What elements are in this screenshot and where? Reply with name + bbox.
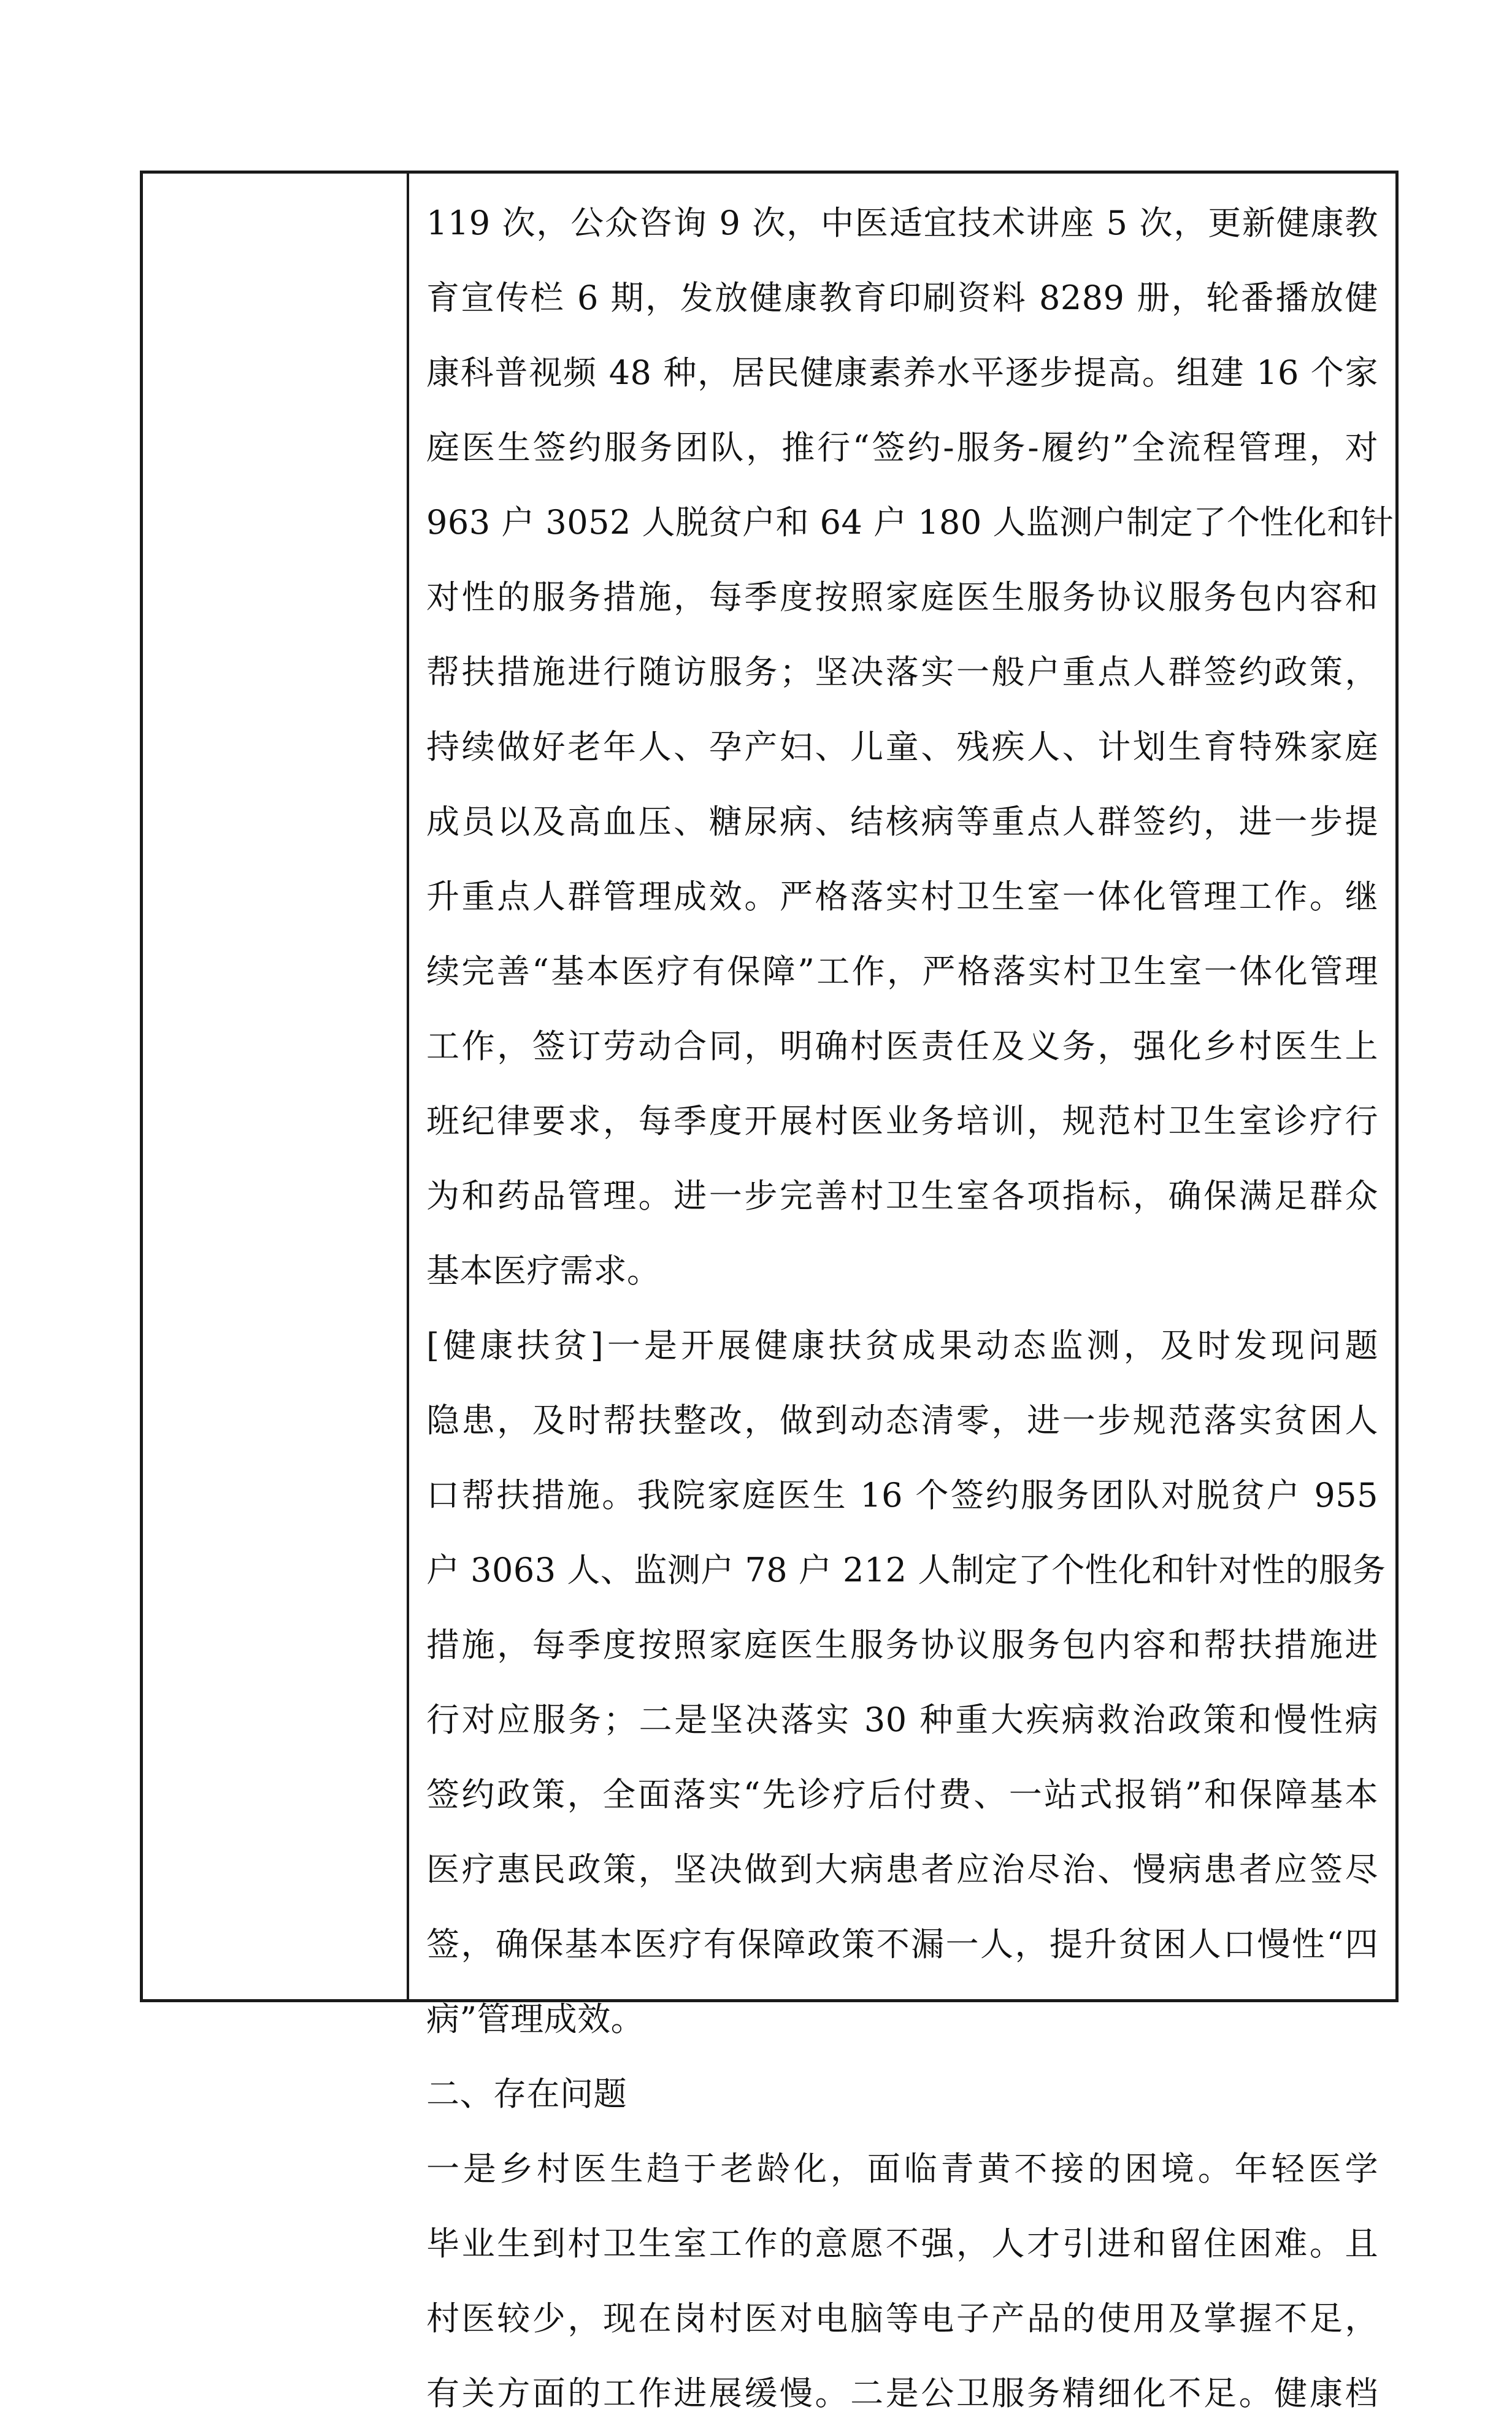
text-line: 育宣传栏 6 期，发放健康教育印刷资料 8289 册，轮番播放健 <box>426 278 1378 317</box>
text-line: 康科普视频 48 种，居民健康素养水平逐步提高。组建 16 个家 <box>426 353 1378 392</box>
table-left-column <box>143 174 409 1999</box>
text-line: 庭医生签约服务团队，推行“签约-服务-履约”全流程管理，对 <box>426 428 1378 467</box>
text-line: 村医较少，现在岗村医对电脑等电子产品的使用及掌握不足， <box>426 2299 1378 2338</box>
text-line: 有关方面的工作进展缓慢。二是公卫服务精细化不足。健康档 <box>426 2374 1378 2413</box>
table-content-cell <box>409 174 1395 2413</box>
text-line: 一是乡村医生趋于老龄化，面临青黄不接的困境。年轻医学 <box>426 2149 1378 2188</box>
text-line: 口帮扶措施。我院家庭医生 16 个签约服务团队对脱贫户 955 <box>426 1476 1378 1515</box>
text-line: 对性的服务措施，每季度按照家庭医生服务协议服务包内容和 <box>426 578 1378 616</box>
section-heading: 二、存在问题 <box>426 2075 627 2113</box>
text-line: 签，确保基本医疗有保障政策不漏一人，提升贫困人口慢性“四 <box>426 1925 1378 1964</box>
text-line: 为和药品管理。进一步完善村卫生室各项指标，确保满足群众 <box>426 1177 1378 1215</box>
text-line: 963 户 3052 人脱贫户和 64 户 180 人监测户制定了个性化和针 <box>426 503 1394 542</box>
text-line: 工作，签订劳动合同，明确村医责任及义务，强化乡村医生上 <box>426 1027 1378 1066</box>
text-line: 行对应服务；二是坚决落实 30 种重大疾病救治政策和慢性病 <box>426 1700 1378 1739</box>
text-line: 医疗惠民政策，坚决做到大病患者应治尽治、慢病患者应签尽 <box>426 1850 1378 1889</box>
document-table <box>140 171 1399 2413</box>
text-line: 签约政策，全面落实“先诊疗后付费、一站式报销”和保障基本 <box>426 1775 1378 1814</box>
paragraph-end-line: 基本医疗需求。 <box>426 1251 661 1290</box>
text-line: 帮扶措施进行随访服务；坚决落实一般户重点人群签约政策， <box>426 653 1378 691</box>
text-line: 升重点人群管理成效。严格落实村卫生室一体化管理工作。继 <box>426 877 1378 916</box>
text-line: 持续做好老年人、孕产妇、儿童、残疾人、计划生育特殊家庭 <box>426 728 1378 766</box>
text-line: 毕业生到村卫生室工作的意愿不强，人才引进和留住困难。且 <box>426 2224 1378 2263</box>
text-line: 户 3063 人、监测户 78 户 212 人制定了个性化和针对性的服务 <box>426 1551 1386 1589</box>
text-line: 班纪律要求，每季度开展村医业务培训，规范村卫生室诊疗行 <box>426 1102 1378 1140</box>
text-line: 119 次，公众咨询 9 次，中医适宜技术讲座 5 次，更新健康教 <box>426 204 1378 242</box>
text-line: 成员以及高血压、糖尿病、结核病等重点人群签约，进一步提 <box>426 802 1378 841</box>
paragraph-end-line: 病”管理成效。 <box>426 2000 645 2038</box>
text-line: 隐患，及时帮扶整改，做到动态清零，进一步规范落实贫困人 <box>426 1401 1378 1440</box>
text-line: 措施，每季度按照家庭医生服务协议服务包内容和帮扶措施进 <box>426 1626 1378 1664</box>
text-line: [健康扶贫]一是开展健康扶贫成果动态监测，及时发现问题 <box>426 1326 1378 1365</box>
text-line: 续完善“基本医疗有保障”工作，严格落实村卫生室一体化管理 <box>426 952 1378 991</box>
